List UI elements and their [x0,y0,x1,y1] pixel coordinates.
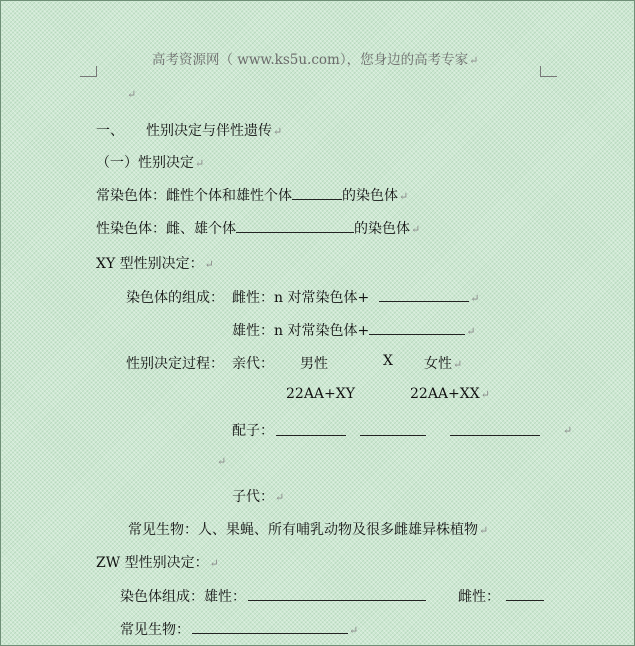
blank [369,322,465,335]
subsection-heading: （一）性别决定↵ [96,155,205,171]
male-composition: 雄性：n 对常染色体+ ↵ [232,323,476,339]
paragraph-mark [562,422,572,438]
parent-male: 男性 [300,356,328,372]
composition-label: 染色体的组成： [126,290,224,306]
page-header: 高考资源网（ www.ks5u.com），您身边的高考专家↵ [152,52,479,68]
zw-heading: ZW 型性别决定：↵ [96,555,219,571]
paragraph-mark-icon: ↵ [349,624,359,637]
blank [236,220,354,233]
blank [192,621,348,634]
paragraph-mark-icon: ↵ [469,54,479,67]
blank [248,588,426,601]
blank [379,289,469,302]
paragraph-mark-icon: ↵ [209,557,219,570]
common-organisms-zw: 常见生物： ↵ [120,622,359,638]
blank [292,187,342,200]
paragraph-mark-icon: ↵ [204,258,214,271]
paragraph-mark-icon: ↵ [479,524,489,537]
xy-heading: XY 型性别决定：↵ [96,256,214,272]
genotype-male: 22AA+XY [286,386,355,402]
sex-chromosome-line: 性染色体：雌、雄个体 的染色体↵ [96,221,421,237]
common-organisms-xy: 常见生物：人、果蝇、所有哺乳动物及很多雌雄异株植物↵ [128,522,489,538]
blank [360,423,426,436]
section-number: 一、 [96,123,124,139]
paragraph-mark-icon: ↵ [466,325,476,338]
blank [450,423,540,436]
parents-label: 亲代： [232,356,274,372]
crop-mark-right [540,66,557,77]
paragraph-mark-icon: ↵ [217,455,227,468]
autosome-line: 常染色体：雌性个体和雄性个体 的染色体↵ [96,188,409,204]
paragraph-mark-icon: ↵ [273,125,283,138]
empty-paragraph [126,86,136,102]
blank [276,423,346,436]
section-title: 性别决定与伴性遗传 [146,123,272,139]
female-composition: 雌性：n 对常染色体+ ↵ [232,290,480,306]
paragraph-mark-icon: ↵ [399,190,409,203]
zw-female: 雌性： [458,586,544,606]
gametes-line: 配子： [232,423,274,439]
paragraph-mark-icon: ↵ [127,88,137,101]
paragraph-mark-icon: ↵ [453,358,463,371]
genotype-female: 22AA+XX↵ [410,386,490,402]
paragraph-mark-icon: ↵ [195,157,205,170]
paragraph-mark-icon: ↵ [411,223,421,236]
section-heading [96,120,282,140]
paragraph-mark-icon: ↵ [470,292,480,305]
zw-composition-line: 染色体组成：雄性： [120,586,426,606]
crop-mark-left [80,66,97,77]
paragraph-mark-icon: ↵ [275,491,285,504]
parent-female: 女性↵ [424,356,463,372]
paragraph-mark-icon: ↵ [563,424,573,437]
paragraph-mark-icon: ↵ [480,388,490,401]
cross-symbol: X [383,353,393,369]
blank [506,588,544,601]
process-label: 性别决定过程： [126,356,224,372]
offspring-line: 子代：↵ [232,489,285,505]
empty-paragraph [216,453,226,469]
